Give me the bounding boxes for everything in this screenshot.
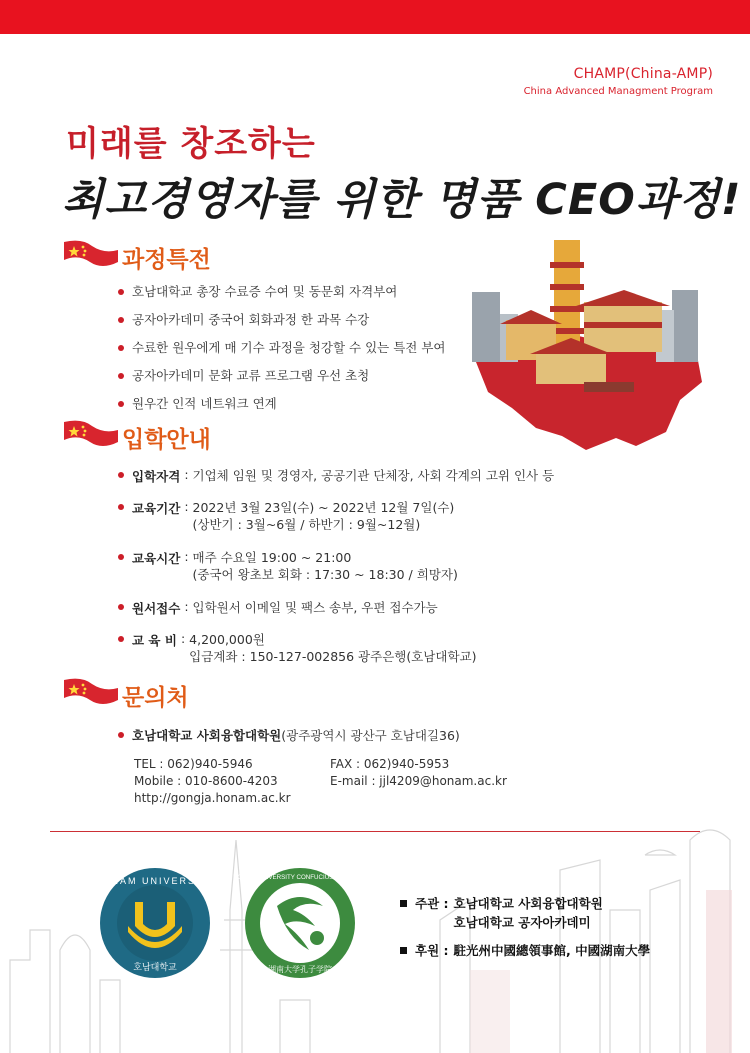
time-value: 매주 수요일 19:00 ~ 21:00 bbox=[192, 550, 352, 565]
sponsor-row bbox=[400, 941, 650, 960]
headline-line1: 미래를 창조하는 bbox=[66, 124, 316, 164]
china-landmarks-illustration bbox=[466, 232, 706, 458]
footer-divider bbox=[50, 831, 700, 832]
period-label: 교육기간 bbox=[132, 501, 181, 516]
contact-organization bbox=[118, 726, 460, 744]
host-row bbox=[400, 894, 650, 932]
fax-text: FAX : 062)940-5953 bbox=[330, 757, 450, 771]
sponsor-names: 駐光州中國總領事館, 中國湖南大學 bbox=[453, 943, 651, 958]
host-name-2: 호남대학교 공자아카데미 bbox=[453, 915, 591, 930]
period-note: (상반기 : 3월~6월 / 하반기 : 9월~12월) bbox=[192, 517, 421, 532]
bullet-dot-icon bbox=[118, 604, 124, 610]
org-address: (광주광역시 광산구 호남대길36) bbox=[281, 728, 460, 743]
square-bullet-icon bbox=[400, 947, 407, 954]
org-name: 호남대학교 사회융합대학원 bbox=[132, 728, 282, 743]
qualification-value: 기업체 임원 및 경영자, 공공기관 단체장, 사회 각계의 고위 인사 등 bbox=[192, 468, 555, 483]
website-link[interactable]: http://gongja.honam.ac.kr bbox=[134, 791, 291, 805]
honam-university-logo bbox=[93, 866, 217, 980]
china-flag-icon bbox=[62, 240, 120, 274]
sponsor-label: 후원 : bbox=[415, 943, 449, 958]
organizers-block bbox=[400, 894, 650, 960]
list-item: 호남대학교 총장 수료증 수여 및 동문회 자격부여 bbox=[118, 284, 446, 312]
host-label: 주관 : bbox=[415, 896, 449, 911]
host-name-1: 호남대학교 사회융합대학원 bbox=[453, 896, 603, 911]
admission-time: 교육시간 : 매주 수요일 19:00 ~ 21:00 (중국어 왕초보 회화 : 17:30 ~ 18:30 / 희망자) bbox=[118, 549, 458, 583]
program-brand bbox=[524, 66, 713, 97]
application-value: 입학원서 이메일 및 팩스 송부, 우편 접수가능 bbox=[192, 600, 438, 615]
bullet-dot-icon bbox=[118, 289, 124, 295]
tel-text: TEL : 062)940-5946 bbox=[134, 757, 253, 771]
fee-account: 입금계좌 : 150-127-002856 광주은행(호남대학교) bbox=[189, 649, 477, 664]
list-item: 원우간 인적 네트워크 연계 bbox=[118, 396, 446, 424]
bullet-dot-icon bbox=[118, 636, 124, 642]
time-label: 교육시간 bbox=[132, 551, 181, 566]
fee-label: 교 육 비 bbox=[132, 633, 177, 648]
bullet-dot-icon bbox=[118, 732, 124, 738]
fee-value: 4,200,000원 bbox=[189, 632, 265, 647]
bullet-dot-icon bbox=[118, 472, 124, 478]
email-link[interactable]: E-mail : jjl4209@honam.ac.kr bbox=[330, 774, 507, 788]
period-value: 2022년 3월 23일(수) ~ 2022년 12월 7일(수) bbox=[192, 500, 455, 515]
brand-title: CHAMP(China-AMP) bbox=[573, 66, 713, 82]
section-benefits-title: 과정특전 bbox=[122, 246, 211, 273]
benefits-list bbox=[118, 284, 446, 424]
china-flag-icon bbox=[62, 420, 120, 454]
application-label: 원서접수 bbox=[132, 601, 181, 616]
honam-logo-bottom-text: 호남대학교 bbox=[133, 963, 177, 973]
section-contact-title: 문의처 bbox=[122, 684, 189, 711]
section-admission-title: 입학안내 bbox=[122, 426, 211, 453]
time-note: (중국어 왕초보 회화 : 17:30 ~ 18:30 / 희망자) bbox=[192, 567, 458, 582]
bullet-dot-icon bbox=[118, 373, 124, 379]
bullet-dot-icon bbox=[118, 317, 124, 323]
section-benefits-header bbox=[62, 240, 211, 274]
admission-period: 교육기간 : 2022년 3월 23일(수) ~ 2022년 12월 7일(수) (상반기 : 3월~6월 / 하반기 : 9월~12월) bbox=[118, 499, 454, 533]
list-item: 공자아카데미 문화 교류 프로그램 우선 초청 bbox=[118, 368, 446, 396]
qualification-label: 입학자격 bbox=[132, 469, 181, 484]
admission-qualification: 입학자격 : 기업체 임원 및 경영자, 공공기관 단체장, 사회 각계의 고위 인사 등 bbox=[118, 467, 554, 485]
section-contact-header bbox=[62, 678, 189, 712]
china-flag-icon bbox=[62, 678, 120, 712]
honam-logo-ring-text: HONAM UNIVERSITY bbox=[93, 876, 217, 886]
square-bullet-icon bbox=[400, 900, 407, 907]
section-admission-header bbox=[62, 420, 211, 454]
list-item: 공자아카데미 중국어 회화과정 한 과목 수강 bbox=[118, 312, 446, 340]
top-red-bar bbox=[0, 0, 750, 34]
list-item: 수료한 원우에게 매 기수 과정을 청강할 수 있는 특전 부여 bbox=[118, 340, 446, 368]
confucius-institute-logo bbox=[233, 866, 367, 980]
bullet-dot-icon bbox=[118, 554, 124, 560]
bullet-dot-icon bbox=[118, 401, 124, 407]
confucius-logo-ring-text: HONAM UNIVERSITY CONFUCIUS INSTITUTE bbox=[233, 874, 367, 881]
bullet-dot-icon bbox=[118, 504, 124, 510]
confucius-logo-bottom-text: 湖南大学孔子学院 bbox=[268, 965, 332, 974]
brand-subtitle: China Advanced Managment Program bbox=[523, 86, 713, 97]
admission-application: 원서접수 : 입학원서 이메일 및 팩스 송부, 우편 접수가능 bbox=[118, 599, 438, 617]
bullet-dot-icon bbox=[118, 345, 124, 351]
headline-line2: 최고경영자를 위한 명품 CEO과정! bbox=[62, 175, 742, 225]
admission-fee: 교 육 비 : 4,200,000원 입금계좌 : 150-127-002856 광주은행(호남대학교) bbox=[118, 631, 476, 665]
mobile-text: Mobile : 010-8600-4203 bbox=[134, 774, 278, 788]
